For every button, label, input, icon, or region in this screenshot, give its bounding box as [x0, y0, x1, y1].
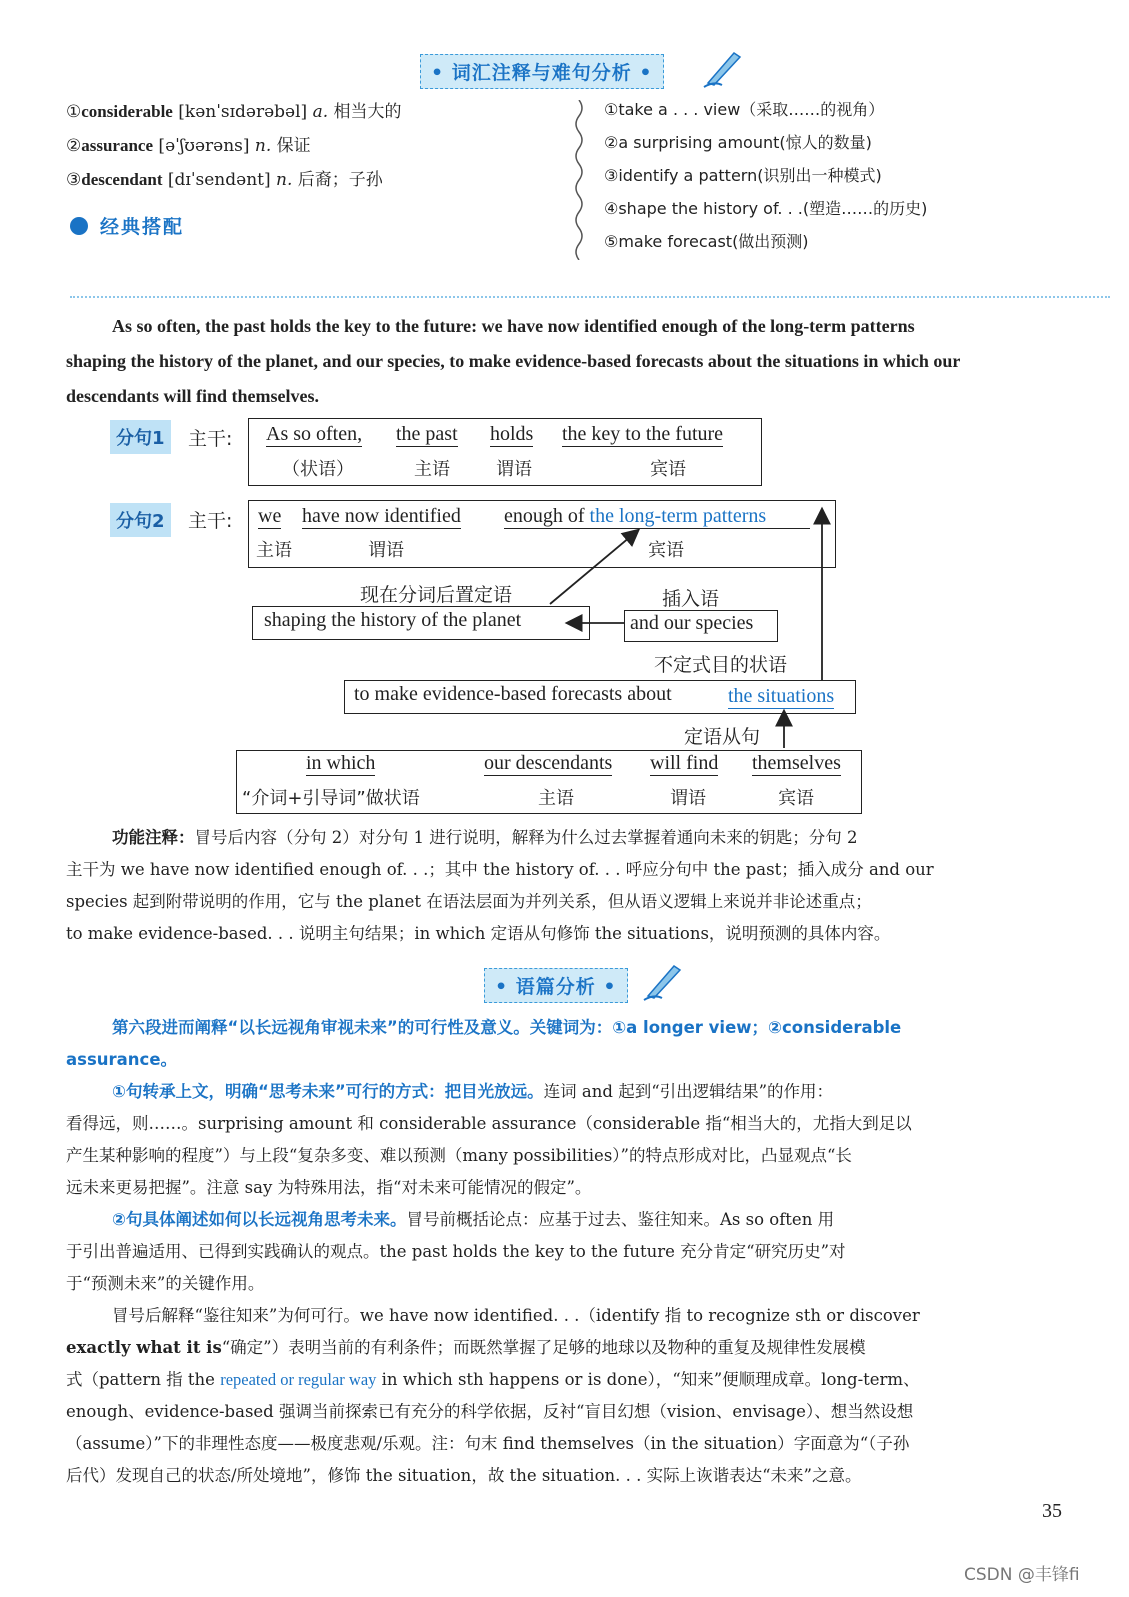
difficult-sentence: As so often, the past holds the key to the future: we have now identified enough of the long-term patterns shaping the history of the planet, and our species, to make evidence-based forecasts about the situations in which our descendants will find themselves.	[66, 316, 961, 406]
clause1-tag: 分句1	[110, 420, 171, 454]
c1-object: the key to the future	[562, 423, 724, 445]
collocation-item: ⑤make forecast(做出预测)	[604, 232, 809, 251]
c1-subject: the past	[396, 423, 458, 445]
relative-clause-label: 定语从句	[684, 726, 761, 748]
function-note: 功能注释：冒号后内容（分句 2）对分句 1 进行说明，解释为什么过去掌握着通向未来的钥匙；分句 2 主干为 we have now identified enough of. . .；其中 the history of. . . 呼应分句中 the past；插入成分 and our species 起到附带说明的作用，它与 the planet 在语法层面为并列关系，但从语义逻辑上来说并非论述重点； to make evidence-based. . . 说明主句结果；in which 定语从句修饰 the situations，说明预测的具体内容。	[66, 828, 934, 943]
participle-phrase: shaping the history of the planet	[264, 609, 522, 631]
vocab-section-title: • 词汇注释与难句分析 •	[420, 54, 664, 89]
collocation-item: ①take a . . . view（采取……的视角）	[604, 100, 885, 119]
discourse-analysis: 第六段进而阐释“以长远视角审视未来”的可行性及意义。关键词为：①a longer view；②considerable assurance。 ①句转承上文，明确“思考未来”可行的方式：把目光放远。连词 and 起到“引出逻辑结果”的作用： 看得远，则……。surprising amount 和 considerable assurance（considerable 指“相当大的，尤指大到足以 产生某种影响的程度”）与上段“复杂多变、难以预测（many possibilities）”的特点形成对比，凸显观点“长 远未来更易把握”。注意 say 为特殊用法，指“对未来可能情况的假定”。 ②句具体阐述如何以长远视角思考未来。冒号前概括论点：应基于过去、鉴往知来。As so often 用 于引出普遍适用、已得到实践确认的观点。the past holds the key to the future 充分肯定“研究历史”对 于“预测未来”的关键作用。 冒号后解释“鉴往知来”为何可行。we have now identified. . .（identify 指 to recognize sth or discover exactly what it is“确定”）表明当前的有利条件；而既然掌握了足够的地球以及物种的重复及规律性发展模 式（pattern 指 the repeated or regular way in which sth happens or is done），“知来”便顺理成章。long-term、 enough、evidence-based 强调当前探索已有充分的科学依据，反衬“盲目幻想（vision、envisage）、想当然设想 （assume）”下的非理性态度——极度悲观/乐观。注：句末 find themselves（in the situation）字面意为“（子孙 后代）发现自己的状态/所处境地”，修饰 the situation，故 the situation. . . 实际上诙谐表达“未来”之意。	[66, 1018, 920, 1485]
vocab-item: ①considerable [kənˈsɪdərəbəl] a. 相当大的	[66, 102, 402, 122]
main-label: 主干:	[188, 428, 233, 450]
c2-subject-label: 主语	[256, 540, 292, 561]
vocab-item: ③descendant [dɪˈsendənt] n. 后裔；子孙	[66, 170, 383, 190]
c2-verb-label: 谓语	[368, 540, 404, 561]
c1-adverbial: As so often,	[266, 423, 363, 445]
collocation-item: ③identify a pattern(识别出一种模式)	[604, 166, 882, 185]
c1-adverbial-label: （状语）	[282, 459, 354, 480]
page-number: 35	[1042, 1500, 1062, 1522]
rel-prep: in which	[306, 752, 376, 774]
rel-subject: our descendants	[484, 752, 613, 774]
pen-icon	[640, 958, 684, 1002]
rel-prep-label: “介词+引导词”做状语	[242, 788, 420, 809]
clause2-tag: 分句2	[110, 503, 171, 537]
collocations-title: 经典搭配	[100, 216, 185, 238]
c1-verb: holds	[490, 423, 534, 445]
vocab-item: ②assurance [əˈʃʊərəns] n. 保证	[66, 136, 311, 156]
c2-object-label: 宾语	[648, 540, 684, 561]
rel-verb-label: 谓语	[670, 788, 706, 809]
situations-highlight: the situations	[728, 685, 835, 707]
collocation-item: ②a surprising amount(惊人的数量)	[604, 133, 872, 152]
c1-object-label: 宾语	[650, 459, 686, 480]
repeated-way-highlight: repeated or regular way	[220, 1370, 377, 1389]
insert-label: 插入语	[662, 588, 720, 610]
c2-object: enough of the long-term patterns	[504, 505, 810, 529]
rel-object: themselves	[752, 752, 841, 774]
function-note-head: 功能注释：	[112, 828, 195, 847]
main-label: 主干:	[188, 510, 233, 532]
infinitive-phrase: to make evidence-based forecasts about	[354, 683, 672, 705]
c2-subject: we	[258, 505, 282, 527]
c1-verb-label: 谓语	[496, 459, 532, 480]
rel-verb: will find	[650, 752, 719, 774]
long-term-patterns-highlight: the long-term patterns	[589, 505, 767, 527]
infinitive-label: 不定式目的状语	[654, 654, 788, 676]
collocation-item: ④shape the history of. . .(塑造……的历史)	[604, 199, 928, 218]
participle-label: 现在分词后置定语	[360, 584, 513, 606]
rel-object-label: 宾语	[778, 788, 814, 809]
rel-subject-label: 主语	[538, 788, 574, 809]
c2-verb: have now identified	[302, 505, 461, 527]
watermark: CSDN @丰锋fi	[964, 1565, 1080, 1585]
insert-phrase: and our species	[630, 612, 754, 634]
c1-subject-label: 主语	[414, 459, 450, 480]
discourse-section-title: • 语篇分析 •	[484, 968, 628, 1003]
